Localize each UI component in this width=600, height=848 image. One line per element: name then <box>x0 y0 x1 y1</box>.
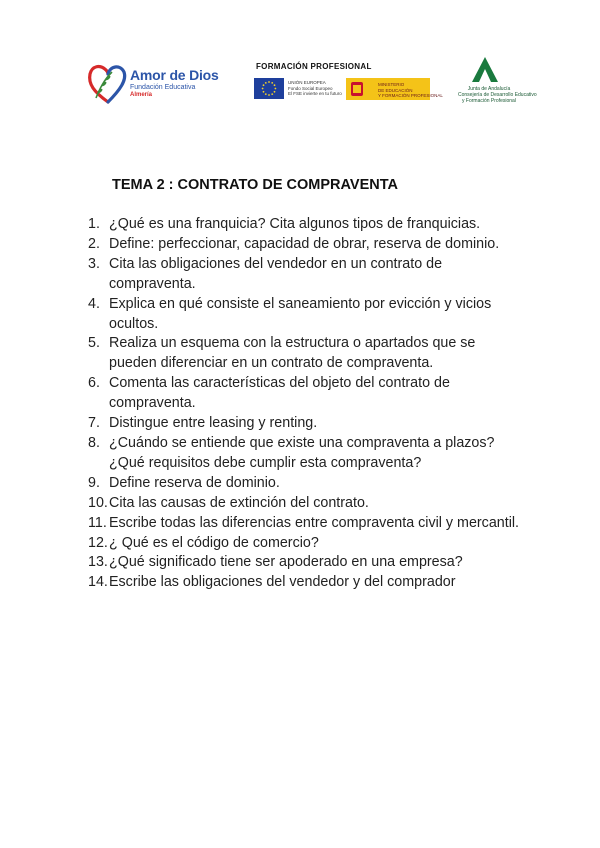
formacion-profesional-heading: FORMACIÓN PROFESIONAL <box>256 62 372 71</box>
question-number: 8. <box>88 434 100 451</box>
question-item <box>86 334 526 374</box>
logo-city: Almería <box>130 92 153 98</box>
ja-logo-line2: Consejería de Desarrollo Educativo <box>458 92 537 98</box>
es-logo-line3: Y FORMACIÓN PROFESIONAL <box>378 93 443 98</box>
question-number: 10. <box>88 494 108 511</box>
question-number: 13. <box>88 554 108 571</box>
eu-logo-line2: Fondo Social Europeo <box>288 85 333 91</box>
eu-logo-line1: UNIÓN EUROPEA <box>288 80 326 85</box>
question-number: 12. <box>88 534 108 551</box>
question-text: ¿ Qué es el código de comercio? <box>109 534 319 551</box>
question-text: Comenta las características del objeto del contrato de compraventa. <box>109 375 450 412</box>
question-item <box>86 295 526 335</box>
question-number: 14. <box>88 574 108 591</box>
es-logo-line2: DE EDUCACIÓN <box>378 87 413 93</box>
question-number: 11. <box>88 514 107 531</box>
junta-andalucia-emblem-icon <box>470 56 500 84</box>
question-text: Escribe todas las diferencias entre compraventa civil y mercantil. <box>109 514 520 531</box>
logo-name: Amor de Dios <box>130 67 219 83</box>
eu-logo-line3: El FSE invierte en tu futuro <box>288 91 342 96</box>
question-text: Define: perfeccionar, capacidad de obrar, reserva de dominio. <box>109 235 500 252</box>
question-item <box>86 374 526 414</box>
question-text: Cita las causas de extinción del contrato. <box>109 494 369 511</box>
question-text: Realiza un esquema con la estructura o apartados que se pueden diferenciar en un contrato de compraventa. <box>109 335 476 372</box>
question-item <box>86 534 526 554</box>
logo-subtitle: Fundación Educativa <box>130 84 196 91</box>
question-text: Explica en qué consiste el saneamiento por evicción y vicios ocultos. <box>109 295 492 332</box>
question-number: 9. <box>88 474 100 491</box>
question-number: 6. <box>88 375 100 392</box>
heart-logo-icon <box>86 58 130 108</box>
question-number: 4. <box>88 295 100 312</box>
eu-logo <box>254 78 342 100</box>
document-title: TEMA 2 : CONTRATO DE COMPRAVENTA <box>112 177 398 193</box>
question-number: 7. <box>88 415 100 432</box>
question-item <box>86 494 526 514</box>
question-item <box>86 255 526 295</box>
ja-logo-line1: Junta de Andalucía <box>467 86 511 92</box>
question-text: Escribe las obligaciones del vendedor y del comprador <box>109 574 456 591</box>
question-item <box>86 553 526 573</box>
amor-de-dios-logo <box>86 58 219 110</box>
question-text: Distingue entre leasing y renting. <box>109 415 318 432</box>
question-item <box>86 514 526 534</box>
question-item <box>86 215 526 235</box>
question-number: 5. <box>88 335 100 352</box>
question-text: Define reserva de dominio. <box>109 474 280 491</box>
question-text: ¿Qué significado tiene ser apoderado en una empresa? <box>109 554 463 571</box>
question-item <box>86 573 526 593</box>
es-logo-line1: MINISTERIO <box>378 82 405 87</box>
junta-andalucia-logo <box>452 56 537 110</box>
question-item <box>86 414 526 434</box>
question-item <box>86 235 526 255</box>
question-text: ¿Qué es una franquicia? Cita algunos tipos de franquicias. <box>109 216 481 232</box>
question-text: Cita las obligaciones del vendedor en un contrato de compraventa. <box>109 255 443 292</box>
question-number: 2. <box>88 235 100 252</box>
ministerio-logo <box>346 78 443 100</box>
ja-logo-line3: y Formación Profesional <box>462 98 516 104</box>
spain-shield-icon <box>350 81 364 97</box>
questions-list <box>86 215 526 593</box>
eu-flag-icon <box>254 78 284 99</box>
question-item <box>86 434 526 474</box>
question-number: 1. <box>88 216 100 232</box>
question-text: ¿Cuándo se entiende que existe una compraventa a plazos? ¿Qué requisitos debe cumplir esta compraventa? <box>109 434 495 471</box>
question-number: 3. <box>88 255 100 272</box>
question-item <box>86 474 526 494</box>
